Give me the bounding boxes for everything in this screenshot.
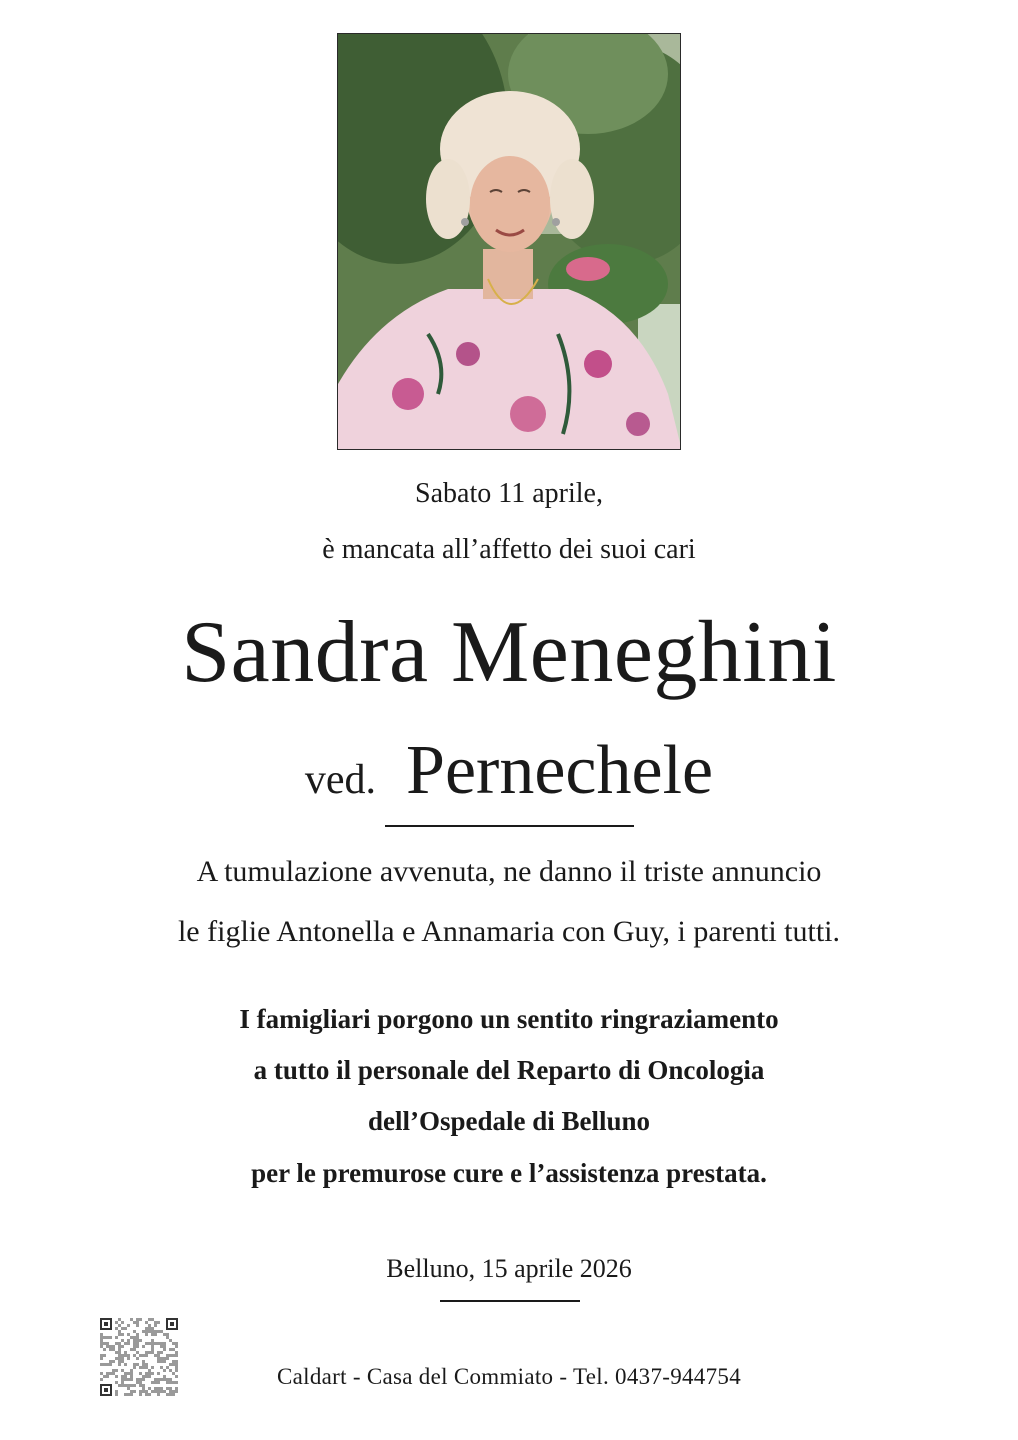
- funeral-agency-contact: Caldart - Casa del Commiato - Tel. 0437-944754: [276, 1364, 742, 1389]
- announcement-line-1: A tumulazione avvenuta, ne danno il triste annuncio: [196, 855, 822, 888]
- intro-passing-line: è mancata all’affetto dei suoi cari: [322, 534, 696, 565]
- married-name-row: [0, 726, 1018, 834]
- place-date: Belluno, 15 aprile 2026: [386, 1254, 632, 1283]
- portrait-photo: [337, 33, 681, 450]
- widow-label: ved.: [304, 757, 377, 803]
- deceased-name: Sandra Meneghini: [181, 604, 837, 701]
- intro-date-line: Sabato 11 aprile,: [415, 478, 603, 509]
- thanks-line-3: dell’Ospedale di Belluno: [367, 1106, 651, 1136]
- thanks-line-2: a tutto il personale del Reparto di Oncologia: [253, 1055, 765, 1085]
- bottom-divider-rule: [440, 1300, 580, 1302]
- portrait-image: [338, 34, 681, 450]
- divider-rule: [385, 825, 634, 827]
- thanks-line-4: per le premurose cure e l’assistenza prestata.: [251, 1158, 767, 1188]
- thanks-line-1: I famigliari porgono un sentito ringraziamento: [239, 1004, 779, 1034]
- married-surname: Pernechele: [406, 732, 714, 809]
- announcement-line-2: le figlie Antonella e Annamaria con Guy, i parenti tutti.: [177, 915, 841, 948]
